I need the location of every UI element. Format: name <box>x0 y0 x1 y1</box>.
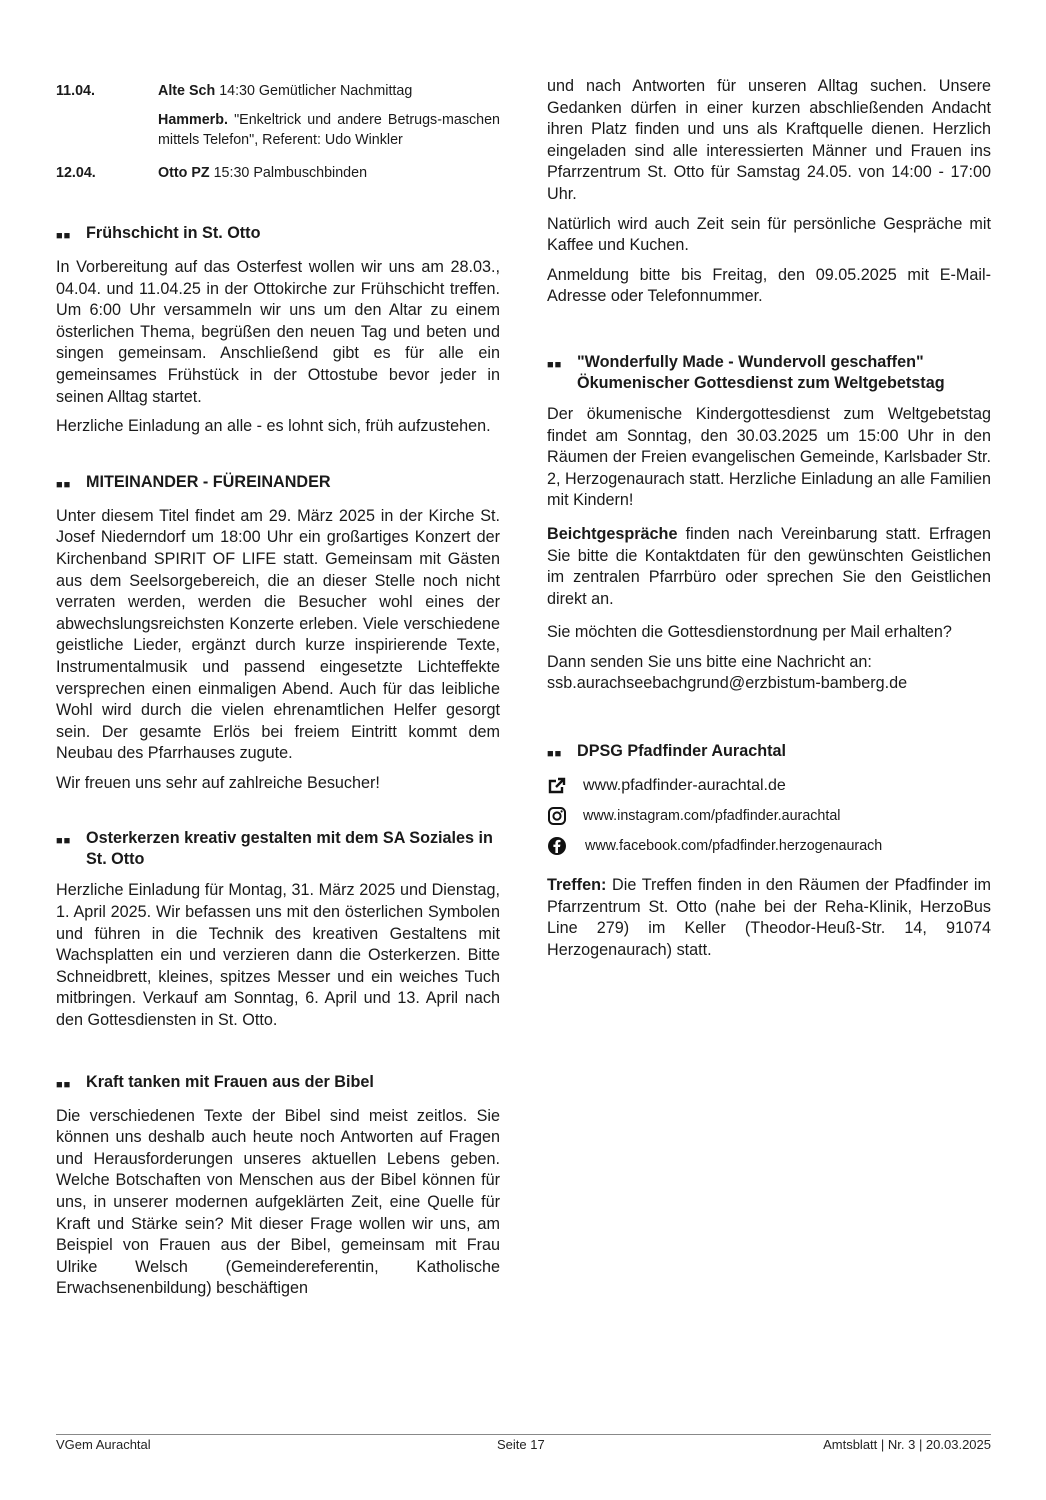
facebook-icon <box>547 836 583 856</box>
paragraph <box>547 652 991 695</box>
link-row[interactable] <box>547 831 991 861</box>
paragraph: Wir freuen uns sehr auf zahlreiche Besucher! <box>56 773 380 792</box>
section-heading <box>547 741 991 765</box>
schedule-text: "Enkeltrick und andere Betrugs-maschen mittels Telefon", Referent: Udo Winkler <box>158 112 500 148</box>
section-osterkerzen <box>56 828 500 1031</box>
left-column <box>56 78 500 1308</box>
section-kraft-tanken <box>56 1072 500 1300</box>
bold-term: Treffen: <box>547 876 607 895</box>
footer-right: Amtsblatt | Nr. 3 | 20.03.2025 <box>823 1437 991 1452</box>
link-text[interactable]: www.instagram.com/pfadfinder.aurachtal <box>583 808 841 825</box>
section-miteinander <box>56 472 500 795</box>
paragraph <box>547 875 991 961</box>
schedule-entry <box>158 78 500 101</box>
schedule-entry <box>158 160 500 183</box>
schedule-row <box>56 78 500 150</box>
right-column <box>547 76 991 969</box>
heading-marker: ■■ <box>547 358 563 371</box>
footer-divider <box>56 1434 991 1435</box>
paragraph: und nach Antworten für unseren Alltag suchen. Unsere Gedanken dürfen in einer kurzen abschließenden Andacht ihren Platz finden und uns als Kraftquelle dienen. Herzlich eingeladen sind alle interessierten Männer und Frauen ins Pfarrzentrum St. Otto für Samstag 24.05. von 14:00 - 17:00 Uhr. <box>547 77 991 203</box>
heading-marker: ■■ <box>56 1078 72 1091</box>
section-fruehschicht <box>56 223 500 438</box>
schedule-place: Hammerb. <box>158 112 228 128</box>
paragraph: Herzliche Einladung für Montag, 31. März 2025 und Dienstag, 1. April 2025. Wir befassen uns mit den österlichen Symbolen und führen in die Technik des kreativen Gestaltens mit Wachsplatten ein und verzieren dann die Osterkerzen. Bitte Schneidbrett, kleines, spitzes Messer und ein weiches Tuch mitbringen. Verkauf am Sonntag, 6. April und 13. April nach den Gottesdiensten in St. Otto. <box>56 881 500 1030</box>
paragraph: Unter diesem Titel findet am 29. März 2025 in der Kirche St. Josef Niederndorf um 18:00 Uhr ein großartiges Konzert der Kirchenband SPIRIT OF LIFE statt. Gemeinsam mit Gästen aus dem Seelsorgebereich, die an dieser Stelle noch nicht verraten werden, werden die Besucher wohl eines der abwechslungsreichsten Konzerte erleben. Viele verschiedene geistliche Lieder, ergänzt durch kurze inspirierende Texte, Instrumentalmusik und passend eingesetzte Lichteffekte versprechen einen einmaligen Abend. Auch für das leibliche Wohl wird durch die vielen ehrenamtlichen Helfer gesorgt sein. Der gesamte Erlös bei freiem Eintritt kommt dem Neubau des Pfarrhauses zugute. <box>56 506 500 763</box>
paragraph-text: Dann senden Sie uns bitte eine Nachricht an: <box>547 652 872 671</box>
section-heading <box>56 223 500 247</box>
paragraph: Die verschiedenen Texte der Bibel sind meist zeitlos. Sie können uns deshalb auch heute noch Antworten auf Fragen und Herausforderungen unseres aktuellen Lebens geben. Welche Botschaften von Menschen aus der Bibel können für uns, in unserer modernen aufgeklärten Zeit, eine Quelle für Kraft und Stärke sein? Mit dieser Frage wollen wir uns, am Beispiel von Frauen aus der Bibel, gemeinsam mit Frau Ulrike Welsch (Gemeindereferentin, Katholische Erwachsenenbildung) beschäftigen <box>56 1106 500 1298</box>
schedule-text: 14:30 Gemütlicher Nachmittag <box>219 83 413 99</box>
section-heading <box>56 828 500 870</box>
section-dpsg <box>547 741 991 961</box>
schedule-text: 15:30 Palmbuschbinden <box>213 165 368 181</box>
section-heading <box>56 1072 500 1096</box>
paragraph-text: finden nach Vereinbarung statt. Erfragen Sie bitte die Kontaktdaten für den gewünschten Geistlichen im zentralen Pfarrbüro oder sprechen Sie den Geistlichen direkt an. <box>547 524 991 608</box>
schedule-entry <box>158 107 500 150</box>
heading-marker: ■■ <box>56 230 72 242</box>
bold-term: Beichtgespräche <box>547 524 678 543</box>
heading-marker: ■■ <box>547 748 563 761</box>
section-heading <box>547 352 991 394</box>
schedule-place: Alte Sch <box>158 83 216 99</box>
paragraph: Natürlich wird auch Zeit sein für persönliche Gespräche mit Kaffee und Kuchen. <box>547 214 991 255</box>
link-text[interactable]: www.facebook.com/pfadfinder.herzogenaurach <box>585 838 883 855</box>
heading-text: Frühschicht in St. Otto <box>86 224 261 242</box>
footer-page-number: Seite 17 <box>497 1437 545 1452</box>
link-text[interactable]: www.pfadfinder-aurachtal.de <box>583 777 786 795</box>
schedule-place: Otto PZ <box>158 165 210 181</box>
instagram-icon <box>547 806 583 826</box>
heading-text <box>577 352 991 394</box>
footer-left: VGem Aurachtal <box>56 1437 151 1452</box>
schedule-date: 12.04. <box>56 165 96 181</box>
heading-text: Kraft tanken mit Frauen aus der Bibel <box>86 1072 374 1091</box>
email-address[interactable]: ssb.aurachseebachgrund@erzbistum-bamberg.de <box>547 674 908 693</box>
heading-text: Osterkerzen kreativ gestalten mit dem SA Soziales in St. Otto <box>86 829 493 869</box>
paragraph <box>547 524 991 610</box>
link-row[interactable] <box>547 771 991 801</box>
heading-text: MITEINANDER - FÜREINANDER <box>86 472 331 491</box>
schedule-date: 11.04. <box>56 83 95 99</box>
paragraph: In Vorbereitung auf das Osterfest wollen wir uns am 28.03., 04.04. und 11.04.25 in der Ottokirche zur Frühschicht treffen. Um 6:00 Uhr versammeln wir uns um den Altar zu einem österlichen Thema, begrüßen den neuen Tag und beten und singen gemeinsam. Anschließend gibt es für alle ein gemeinsames Frühstück in der Ottostube bevor jeder in seinen Alltag startet. <box>56 258 500 406</box>
external-link-icon <box>547 776 583 796</box>
heading-line: Ökumenischer Gottesdienst zum Weltgebetstag <box>577 373 945 392</box>
section-heading <box>56 472 500 496</box>
link-row[interactable] <box>547 801 991 831</box>
paragraph: Herzliche Einladung an alle - es lohnt sich, früh aufzustehen. <box>56 417 491 436</box>
heading-text: DPSG Pfadfinder Aurachtal <box>577 742 786 761</box>
paragraph: Sie möchten die Gottesdienstordnung per Mail erhalten? <box>547 623 952 642</box>
paragraph-text: Die Treffen finden in den Räumen der Pfadfinder im Pfarrzentrum St. Otto (nahe bei der Reha-Klinik, HerzoBus Line 279) im Keller (Theodor-Heuß-Str. 14, 91074 Herzogenaurach) statt. <box>547 876 991 959</box>
section-weltgebetstag <box>547 352 991 695</box>
paragraph: Anmeldung bitte bis Freitag, den 09.05.2025 mit E-Mail-Adresse oder Telefonnummer. <box>547 265 991 306</box>
heading-marker: ■■ <box>56 835 72 848</box>
heading-line: "Wonderfully Made - Wundervoll geschaffen" <box>577 352 924 371</box>
heading-marker: ■■ <box>56 478 72 491</box>
schedule-row <box>56 160 500 183</box>
paragraph: Der ökumenische Kindergottesdienst zum Weltgebetstag findet am Sonntag, den 30.03.2025 um 15:00 Uhr in den Räumen der Freien evangelischen Gemeinde, Karlsbader Str. 2, Herzogenaurach statt. Herzliche Einladung an alle Familien mit Kindern! <box>547 404 991 510</box>
